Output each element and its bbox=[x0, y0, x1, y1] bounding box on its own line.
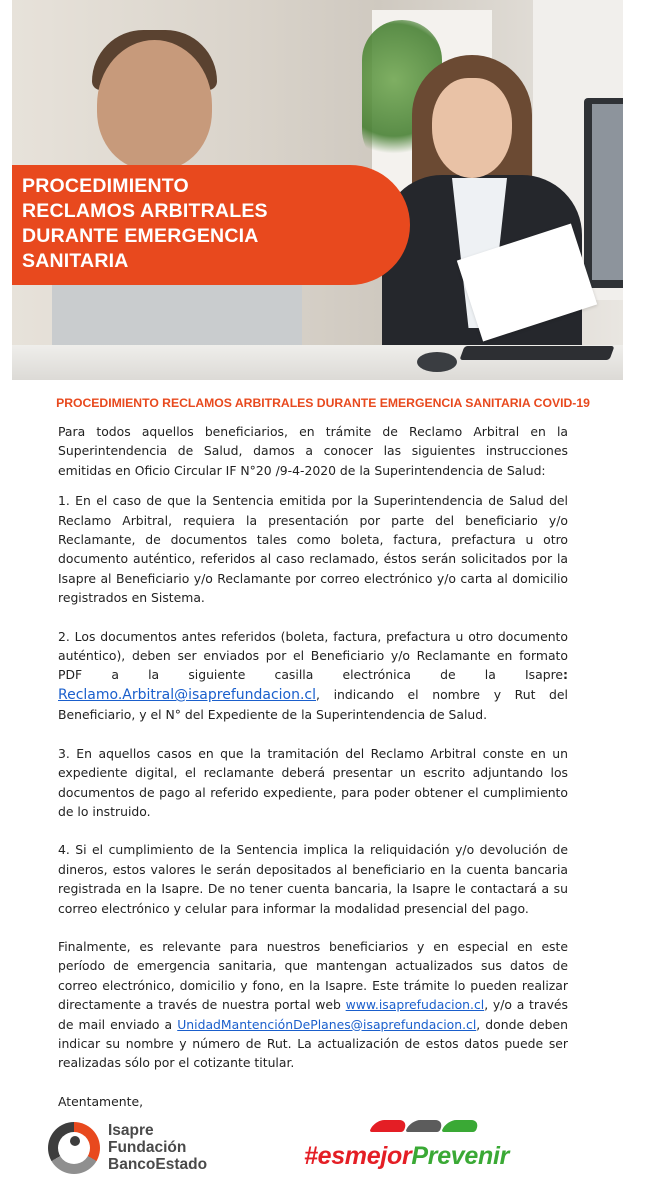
final-paragraph bbox=[58, 937, 568, 1073]
item-4-paragraph: 4. Si el cumplimiento de la Sentencia implica la reliquidación y/o devolución de dineros, estos valores le serán depositados al beneficiario en la cuenta bancaria registrada en la Isapre. De no tener cuenta bancaria, la Isapre le contactará a su correo electrónico y celular para informar la modalidad presencial del pago. bbox=[58, 842, 568, 916]
logo-line: BancoEstado bbox=[108, 1156, 208, 1173]
document-title: PROCEDIMIENTO RECLAMOS ARBITRALES DURANTE EMERGENCIA SANITARIA COVID-19 bbox=[56, 396, 590, 410]
banner-line: PROCEDIMIENTO bbox=[22, 175, 189, 197]
logo-person-icon bbox=[70, 1136, 80, 1146]
green-stroke-icon bbox=[441, 1120, 481, 1132]
hero-mouse bbox=[417, 352, 457, 372]
hero-keyboard bbox=[459, 346, 614, 360]
red-stroke-icon bbox=[369, 1120, 409, 1132]
portal-web-link[interactable]: www.isaprefudacion.cl bbox=[345, 997, 485, 1013]
hero-monitor-screen bbox=[592, 104, 623, 280]
document-body bbox=[58, 422, 568, 1111]
logo-line: Fundación bbox=[108, 1139, 187, 1156]
hero-man-head bbox=[97, 40, 212, 170]
banner-line: SANITARIA bbox=[22, 250, 129, 272]
closing-text: Atentamente, bbox=[58, 1093, 144, 1109]
logo-line: Isapre bbox=[108, 1122, 154, 1139]
hashtag-part-green: Prevenir bbox=[411, 1142, 510, 1170]
isapre-fundacion-logo bbox=[48, 1118, 248, 1180]
planes-email-link[interactable]: UnidadMantenciónDePlanes@isaprefundacion.cl bbox=[177, 1016, 477, 1032]
item-3-paragraph: 3. En aquellos casos en que la tramitación del Reclamo Arbitral conste en un expediente digital, el reclamante deberá presentar un escrito adjuntando los documentos de pago al referido expediente, para poder obtener el cumplimiento de lo instruido. bbox=[58, 745, 568, 819]
item-2-text: 2. Los documentos antes referidos (boleta, factura, prefactura u otro documento auténtico), deben ser enviados por el Beneficiario y/o Reclamante en formato PDF a la siguiente casilla electrónica de la Isapre bbox=[58, 628, 568, 683]
item-2-text-end: , indicando el nombre y Rut del Beneficiario, y el N° del Expediente de la Superintendencia de Salud. bbox=[58, 686, 568, 723]
item-2-colon: : bbox=[563, 667, 568, 683]
final-text-middle: , y/o a través de mail enviado a bbox=[58, 997, 568, 1032]
final-text: Finalmente, es relevante para nuestros beneficiarios y en especial en este período de emergencia sanitaria, que mantengan actualizados sus datos de correo electrónico, domicilio y fono, en la Isapre. Este trámite lo pueden realizar directamente a través de nuestra portal web bbox=[58, 938, 568, 1013]
gray-stroke-icon bbox=[405, 1120, 445, 1132]
hashtag-part-red: #esmejor bbox=[304, 1142, 412, 1170]
hashtag-text bbox=[304, 1142, 509, 1171]
esmejorprevenir-logo bbox=[300, 1112, 550, 1182]
hero-title-banner bbox=[12, 165, 410, 285]
item-1-paragraph: 1. En el caso de que la Sentencia emitida por la Superintendencia de Salud del Reclamo Arbitral, requiera la presentación por parte del beneficiario y/o Reclamante, de documentos tales como boleta, factura, prefactura u otro documento auténtico, referidos al caso reclamado, éstos serán solicitados por la Isapre al Beneficiario y/o Reclamante por correo electrónico y/o carta al domicilio registrados en Sistema. bbox=[58, 493, 568, 606]
hero-woman-face bbox=[432, 78, 512, 178]
banner-line: DURANTE EMERGENCIA bbox=[22, 225, 259, 247]
intro-paragraph: Para todos aquellos beneficiarios, en trámite de Reclamo Arbitral en la Superintendencia de Salud, damos a conocer las siguientes instrucciones emitidas en Oficio Circular IF N°20 /9-4-2020 de la Superintendencia de Salud: bbox=[58, 424, 568, 478]
reclamo-email-link[interactable]: Reclamo.Arbitral@isaprefundacion.cl bbox=[58, 686, 317, 703]
final-text-end: , donde deben indicar su nombre y número de Rut. La actualización de estos datos puede ser realizadas sólo por el cotizante titular. bbox=[58, 1016, 568, 1071]
banner-line: RECLAMOS ARBITRALES bbox=[22, 200, 268, 222]
logo-text bbox=[108, 1122, 207, 1173]
item-2-paragraph bbox=[58, 627, 568, 725]
